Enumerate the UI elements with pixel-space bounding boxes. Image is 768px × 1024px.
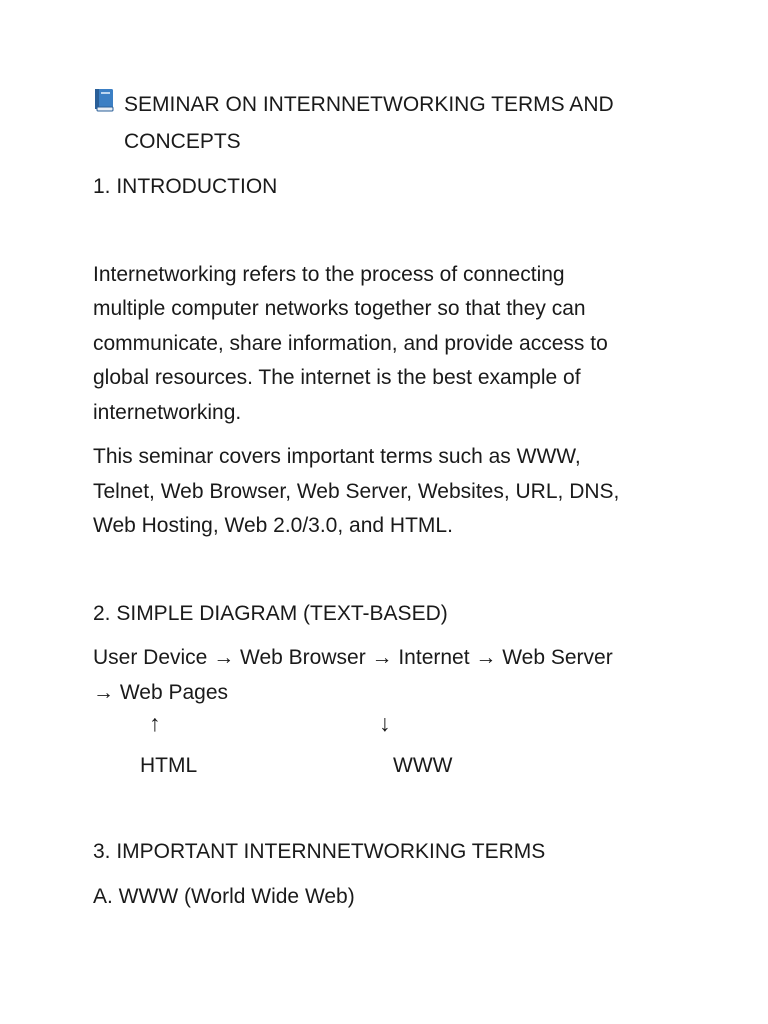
paragraph-line: Web Hosting, Web 2.0/3.0, and HTML. — [93, 514, 453, 537]
title-line-1: SEMINAR ON INTERNNETWORKING TERMS AND — [124, 93, 614, 116]
paragraph-line: This seminar covers important terms such as WWW, — [93, 445, 581, 468]
document-title — [93, 86, 688, 160]
diagram-arrows — [93, 710, 688, 750]
title-line-2: CONCEPTS — [124, 130, 241, 153]
diagram-labels — [93, 750, 688, 790]
section-heading-diagram: 2. SIMPLE DIAGRAM (TEXT-BASED) — [93, 601, 448, 625]
intro-paragraph-1 — [93, 258, 688, 431]
paragraph-line: Telnet, Web Browser, Web Server, Websites, URL, DNS, — [93, 479, 620, 503]
paragraph-line: communicate, share information, and provide access to — [93, 331, 608, 355]
diagram-label-www: WWW — [393, 754, 453, 777]
intro-paragraph-2 — [93, 440, 688, 544]
arrow-up-icon: ↑ — [149, 710, 161, 736]
diagram-flow-line-2: → Web Pages — [93, 680, 229, 704]
paragraph-line: Internetworking refers to the process of connecting — [93, 262, 565, 286]
diagram-label-html: HTML — [140, 754, 198, 777]
arrow-down-icon: ↓ — [379, 710, 391, 736]
paragraph-line: global resources. The internet is the best example of — [93, 366, 581, 389]
section-heading-introduction: 1. INTRODUCTION — [93, 175, 278, 198]
paragraph-line: internetworking. — [93, 400, 242, 424]
subheading-www: A. WWW (World Wide Web) — [93, 884, 355, 908]
paragraph-line: multiple computer networks together so that they can — [93, 297, 586, 320]
book-icon — [93, 88, 115, 112]
diagram-flow-line-1: User Device → Web Browser → Internet → Web Server — [93, 646, 613, 669]
section-heading-terms: 3. IMPORTANT INTERNNETWORKING TERMS — [93, 840, 546, 863]
